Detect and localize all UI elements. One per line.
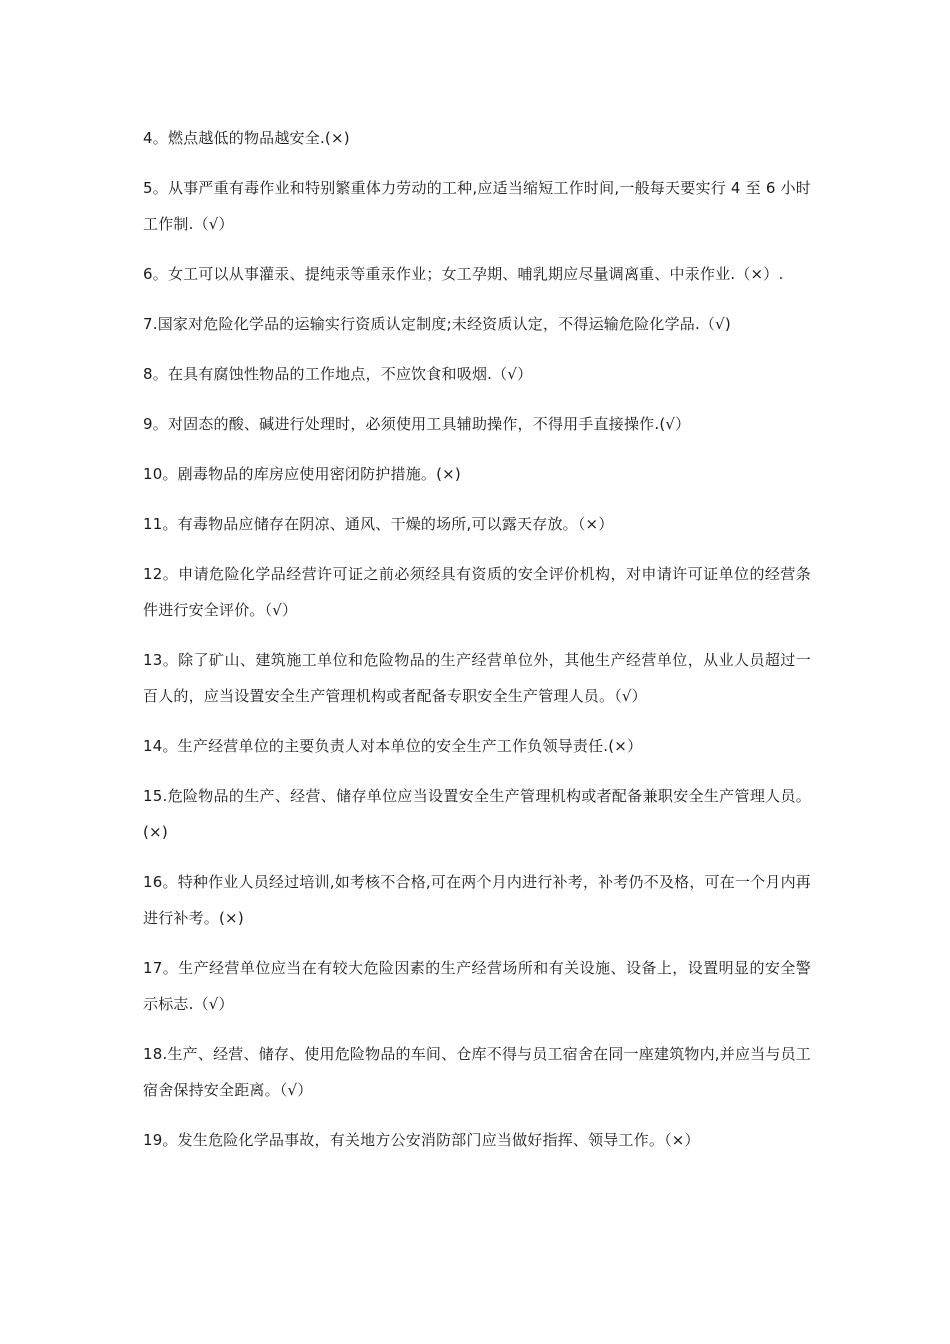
question-list [143, 120, 811, 1172]
question-item-7: 7.国家对危险化学品的运输实行资质认定制度;未经资质认定，不得运输危险化学品.（√) [143, 315, 731, 333]
question-item-12: 12。申请危险化学品经营许可证之前必须经具有资质的安全评价机构，对申请许可证单位的经营条件进行安全评价。（√） [143, 565, 811, 619]
question-item-4: 4。燃点越低的物品越安全.(×) [143, 129, 350, 147]
question-item-13: 13。除了矿山、建筑施工单位和危险物品的生产经营单位外，其他生产经营单位，从业人员超过一百人的，应当设置安全生产管理机构或者配备专职安全生产管理人员。（√） [143, 651, 811, 705]
question-item-18: 18.生产、经营、储存、使用危险物品的车间、仓库不得与员工宿舍在同一座建筑物内,并应当与员工宿舍保持安全距离。（√） [143, 1045, 811, 1099]
question-item-14: 14。生产经营单位的主要负责人对本单位的安全生产工作负领导责任.(×） [143, 737, 643, 755]
question-item-6: 6。女工可以从事灌汞、提纯汞等重汞作业；女工孕期、哺乳期应尽量调离重、中汞作业.（×）. [143, 265, 784, 283]
question-item-10: 10。剧毒物品的库房应使用密闭防护措施。(×) [143, 465, 461, 483]
question-item-16: 16。特种作业人员经过培训,如考核不合格,可在两个月内进行补考，补考仍不及格，可在一个月内再进行补考。(×) [143, 873, 811, 927]
question-item-11: 11。有毒物品应储存在阴凉、通风、干燥的场所,可以露天存放。（×） [143, 515, 614, 533]
question-item-19: 19。发生危险化学品事故，有关地方公安消防部门应当做好指挥、领导工作。（×） [143, 1131, 700, 1149]
question-item-9: 9。对固态的酸、碱进行处理时，必须使用工具辅助操作，不得用手直接操作.(√） [143, 415, 691, 433]
question-item-8: 8。在具有腐蚀性物品的工作地点，不应饮食和吸烟.（√） [143, 365, 533, 383]
question-item-17: 17。生产经营单位应当在有较大危险因素的生产经营场所和有关设施、设备上，设置明显的安全警示标志.（√） [143, 959, 811, 1013]
question-item-5: 5。从事严重有毒作业和特别繁重体力劳动的工种,应适当缩短工作时间,一般每天要实行 4 至 6 小时工作制.（√） [143, 179, 811, 233]
question-item-15: 15.危险物品的生产、经营、储存单位应当设置安全生产管理机构或者配备兼职安全生产管理人员。(×) [143, 787, 811, 841]
